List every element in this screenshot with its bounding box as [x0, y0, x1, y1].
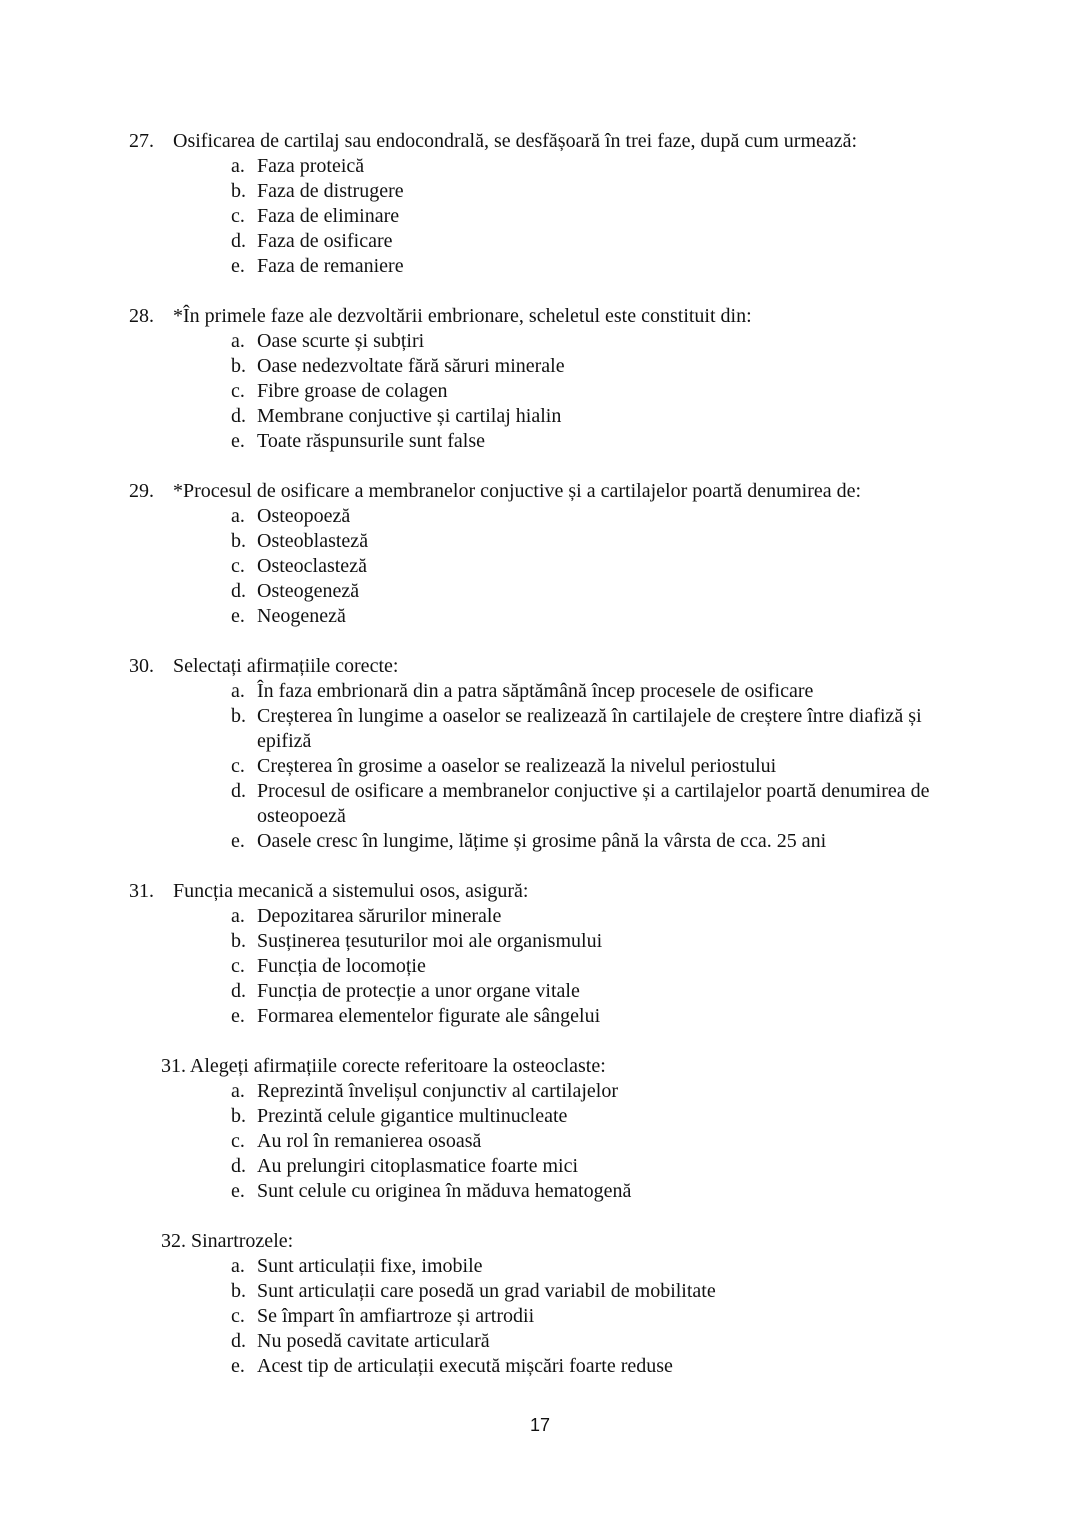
answer-text: Prezintă celule gigantice multinucleate [257, 1105, 568, 1127]
question-text: *Procesul de osificare a membranelor conjuctive și a cartilajelor poartă denumirea de: [173, 480, 862, 502]
answer-letter: d. [231, 580, 246, 602]
answer-text: Faza de remaniere [257, 255, 404, 277]
answer-option [0, 429, 1080, 454]
answer-option [0, 404, 1080, 429]
answer-text: Faza proteică [257, 155, 365, 177]
answer-option [0, 1154, 1080, 1179]
question-31 [0, 879, 1080, 1029]
question-heading: 32. Sinartrozele: [161, 1230, 294, 1252]
question-stem [0, 654, 1080, 679]
answer-letter: c. [231, 205, 245, 227]
answer-option [0, 679, 1080, 704]
question-text: Osificarea de cartilaj sau endocondrală, se desfășoară în trei faze, după cum urmează: [173, 130, 858, 152]
answer-letter: b. [231, 1105, 246, 1127]
question-heading: 31. Alegeți afirmațiile corecte referitoare la osteoclaste: [161, 1055, 606, 1077]
answer-option [0, 1129, 1080, 1154]
answer-text: Se împart în amfiartroze și artrodii [257, 1305, 535, 1327]
answer-list [0, 154, 1080, 279]
answer-letter: d. [231, 1155, 246, 1177]
answer-letter: a. [231, 155, 245, 177]
answer-letter: c. [231, 755, 245, 777]
answer-letter: b. [231, 530, 246, 552]
question-text: *În primele faze ale dezvoltării embrionare, scheletul este constituit din: [173, 305, 752, 327]
question-29 [0, 479, 1080, 629]
answer-option [0, 929, 1080, 954]
question-27 [0, 129, 1080, 279]
answer-option [0, 554, 1080, 579]
question-text: Selectați afirmațiile corecte: [173, 655, 399, 677]
answer-letter: b. [231, 180, 246, 202]
answer-option [0, 779, 1080, 829]
answer-text: Sunt celule cu originea în măduva hematogenă [257, 1180, 632, 1202]
answer-option [0, 1004, 1080, 1029]
answer-option [0, 1304, 1080, 1329]
answer-letter: a. [231, 1255, 245, 1277]
answer-option [0, 604, 1080, 629]
question-number: 28. [129, 305, 154, 327]
answer-option [0, 829, 1080, 854]
question-stem [0, 129, 1080, 154]
answer-letter: c. [231, 380, 245, 402]
answer-letter: c. [231, 1305, 245, 1327]
answer-list [0, 504, 1080, 629]
answer-option [0, 254, 1080, 279]
answer-option [0, 229, 1080, 254]
answer-letter: e. [231, 830, 245, 852]
answer-text: Reprezintă învelișul conjunctiv al cartilajelor [257, 1080, 618, 1102]
answer-text: Sunt articulații fixe, imobile [257, 1255, 483, 1277]
answer-text: Depozitarea sărurilor minerale [257, 905, 502, 927]
answer-letter: e. [231, 605, 245, 627]
answer-text: Fibre groase de colagen [257, 380, 448, 402]
answer-text: Sunt articulații care posedă un grad variabil de mobilitate [257, 1280, 716, 1302]
answer-option [0, 579, 1080, 604]
answer-letter: d. [231, 405, 246, 427]
answer-text: Neogeneză [257, 605, 346, 627]
answer-list [0, 1079, 1080, 1204]
answer-letter: e. [231, 255, 245, 277]
answer-text: Osteoclasteză [257, 555, 367, 577]
answer-letter: a. [231, 330, 245, 352]
answer-text: Osteopoeză [257, 505, 351, 527]
answer-text: Au rol în remanierea osoasă [257, 1130, 482, 1152]
answer-option [0, 1254, 1080, 1279]
answer-text: Creșterea în grosime a oaselor se realizează la nivelul periostului [257, 755, 777, 777]
answer-option [0, 1279, 1080, 1304]
answer-text: Procesul de osificare a membranelor conjuctive și a cartilajelor poartă denumirea de osteopoeză [257, 780, 930, 827]
answer-text: Au prelungiri citoplasmatice foarte mici [257, 1155, 578, 1177]
answer-option [0, 179, 1080, 204]
answer-option [0, 704, 1080, 754]
answer-text: Osteogeneză [257, 580, 360, 602]
answer-letter: a. [231, 505, 245, 527]
answer-letter: d. [231, 230, 246, 252]
answer-letter: d. [231, 1330, 246, 1352]
answer-letter: c. [231, 955, 245, 977]
answer-option [0, 1104, 1080, 1129]
question-30 [0, 654, 1080, 854]
question-text: Funcția mecanică a sistemului osos, asigură: [173, 880, 529, 902]
answer-text: Oase scurte și subțiri [257, 330, 425, 352]
answer-option [0, 504, 1080, 529]
answer-text: Oasele cresc în lungime, lățime și grosime până la vârsta de cca. 25 ani [257, 830, 827, 852]
answer-letter: a. [231, 680, 245, 702]
answer-letter: e. [231, 1005, 245, 1027]
answer-letter: d. [231, 980, 246, 1002]
answer-text: În faza embrionară din a patra săptămână încep procesele de osificare [257, 680, 814, 702]
answer-letter: e. [231, 1180, 245, 1202]
question-number: 29. [129, 480, 154, 502]
answer-text: Osteoblasteză [257, 530, 369, 552]
answer-text: Susținerea țesuturilor moi ale organismului [257, 930, 603, 952]
answer-option [0, 904, 1080, 929]
answer-text: Faza de eliminare [257, 205, 400, 227]
answer-letter: e. [231, 430, 245, 452]
answer-option [0, 979, 1080, 1004]
page-number: 17 [529, 1415, 551, 1435]
answer-letter: a. [231, 1080, 245, 1102]
question-28 [0, 304, 1080, 454]
question-stem [0, 479, 1080, 504]
answer-text: Oase nedezvoltate fără săruri minerale [257, 355, 565, 377]
answer-text: Funcția de locomoție [257, 955, 426, 977]
answer-option [0, 954, 1080, 979]
answer-text: Faza de osificare [257, 230, 393, 252]
answer-option [0, 154, 1080, 179]
question-number: 31. [129, 880, 154, 902]
answer-option [0, 754, 1080, 779]
answer-letter: c. [231, 1130, 245, 1152]
answer-text: Faza de distrugere [257, 180, 404, 202]
answer-option [0, 529, 1080, 554]
answer-text: Acest tip de articulații execută mișcări foarte reduse [257, 1355, 673, 1377]
answer-text: Nu posedă cavitate articulară [257, 1330, 490, 1352]
answer-letter: b. [231, 355, 246, 377]
answer-letter: b. [231, 1280, 246, 1302]
answer-list [0, 679, 1080, 854]
answer-text: Membrane conjuctive și cartilaj hialin [257, 405, 562, 427]
question-stem [0, 304, 1080, 329]
answer-option [0, 204, 1080, 229]
answer-text: Creșterea în lungime a oaselor se realizează în cartilajele de creștere între diafiză și epifiză [257, 705, 922, 752]
answer-letter: c. [231, 555, 245, 577]
answer-letter: d. [231, 780, 246, 802]
answer-option [0, 1079, 1080, 1104]
question-number: 27. [129, 130, 154, 152]
answer-option [0, 1329, 1080, 1354]
answer-text: Toate răspunsurile sunt false [257, 430, 485, 452]
question-stem [0, 879, 1080, 904]
question-stem [0, 1054, 1080, 1079]
answer-text: Funcția de protecție a unor organe vitale [257, 980, 580, 1002]
question-number: 30. [129, 655, 154, 677]
answer-option [0, 1354, 1080, 1379]
answer-option [0, 354, 1080, 379]
question-31-osteoclaste [0, 1054, 1080, 1204]
answer-text: Formarea elementelor figurate ale sângelui [257, 1005, 601, 1027]
answer-list [0, 1254, 1080, 1379]
answer-option [0, 329, 1080, 354]
answer-letter: b. [231, 930, 246, 952]
answer-option [0, 379, 1080, 404]
answer-letter: b. [231, 705, 246, 727]
answer-list [0, 904, 1080, 1029]
answer-option [0, 1179, 1080, 1204]
answer-letter: a. [231, 905, 245, 927]
answer-letter: e. [231, 1355, 245, 1377]
answer-list [0, 329, 1080, 454]
question-32 [0, 1229, 1080, 1379]
question-stem [0, 1229, 1080, 1254]
